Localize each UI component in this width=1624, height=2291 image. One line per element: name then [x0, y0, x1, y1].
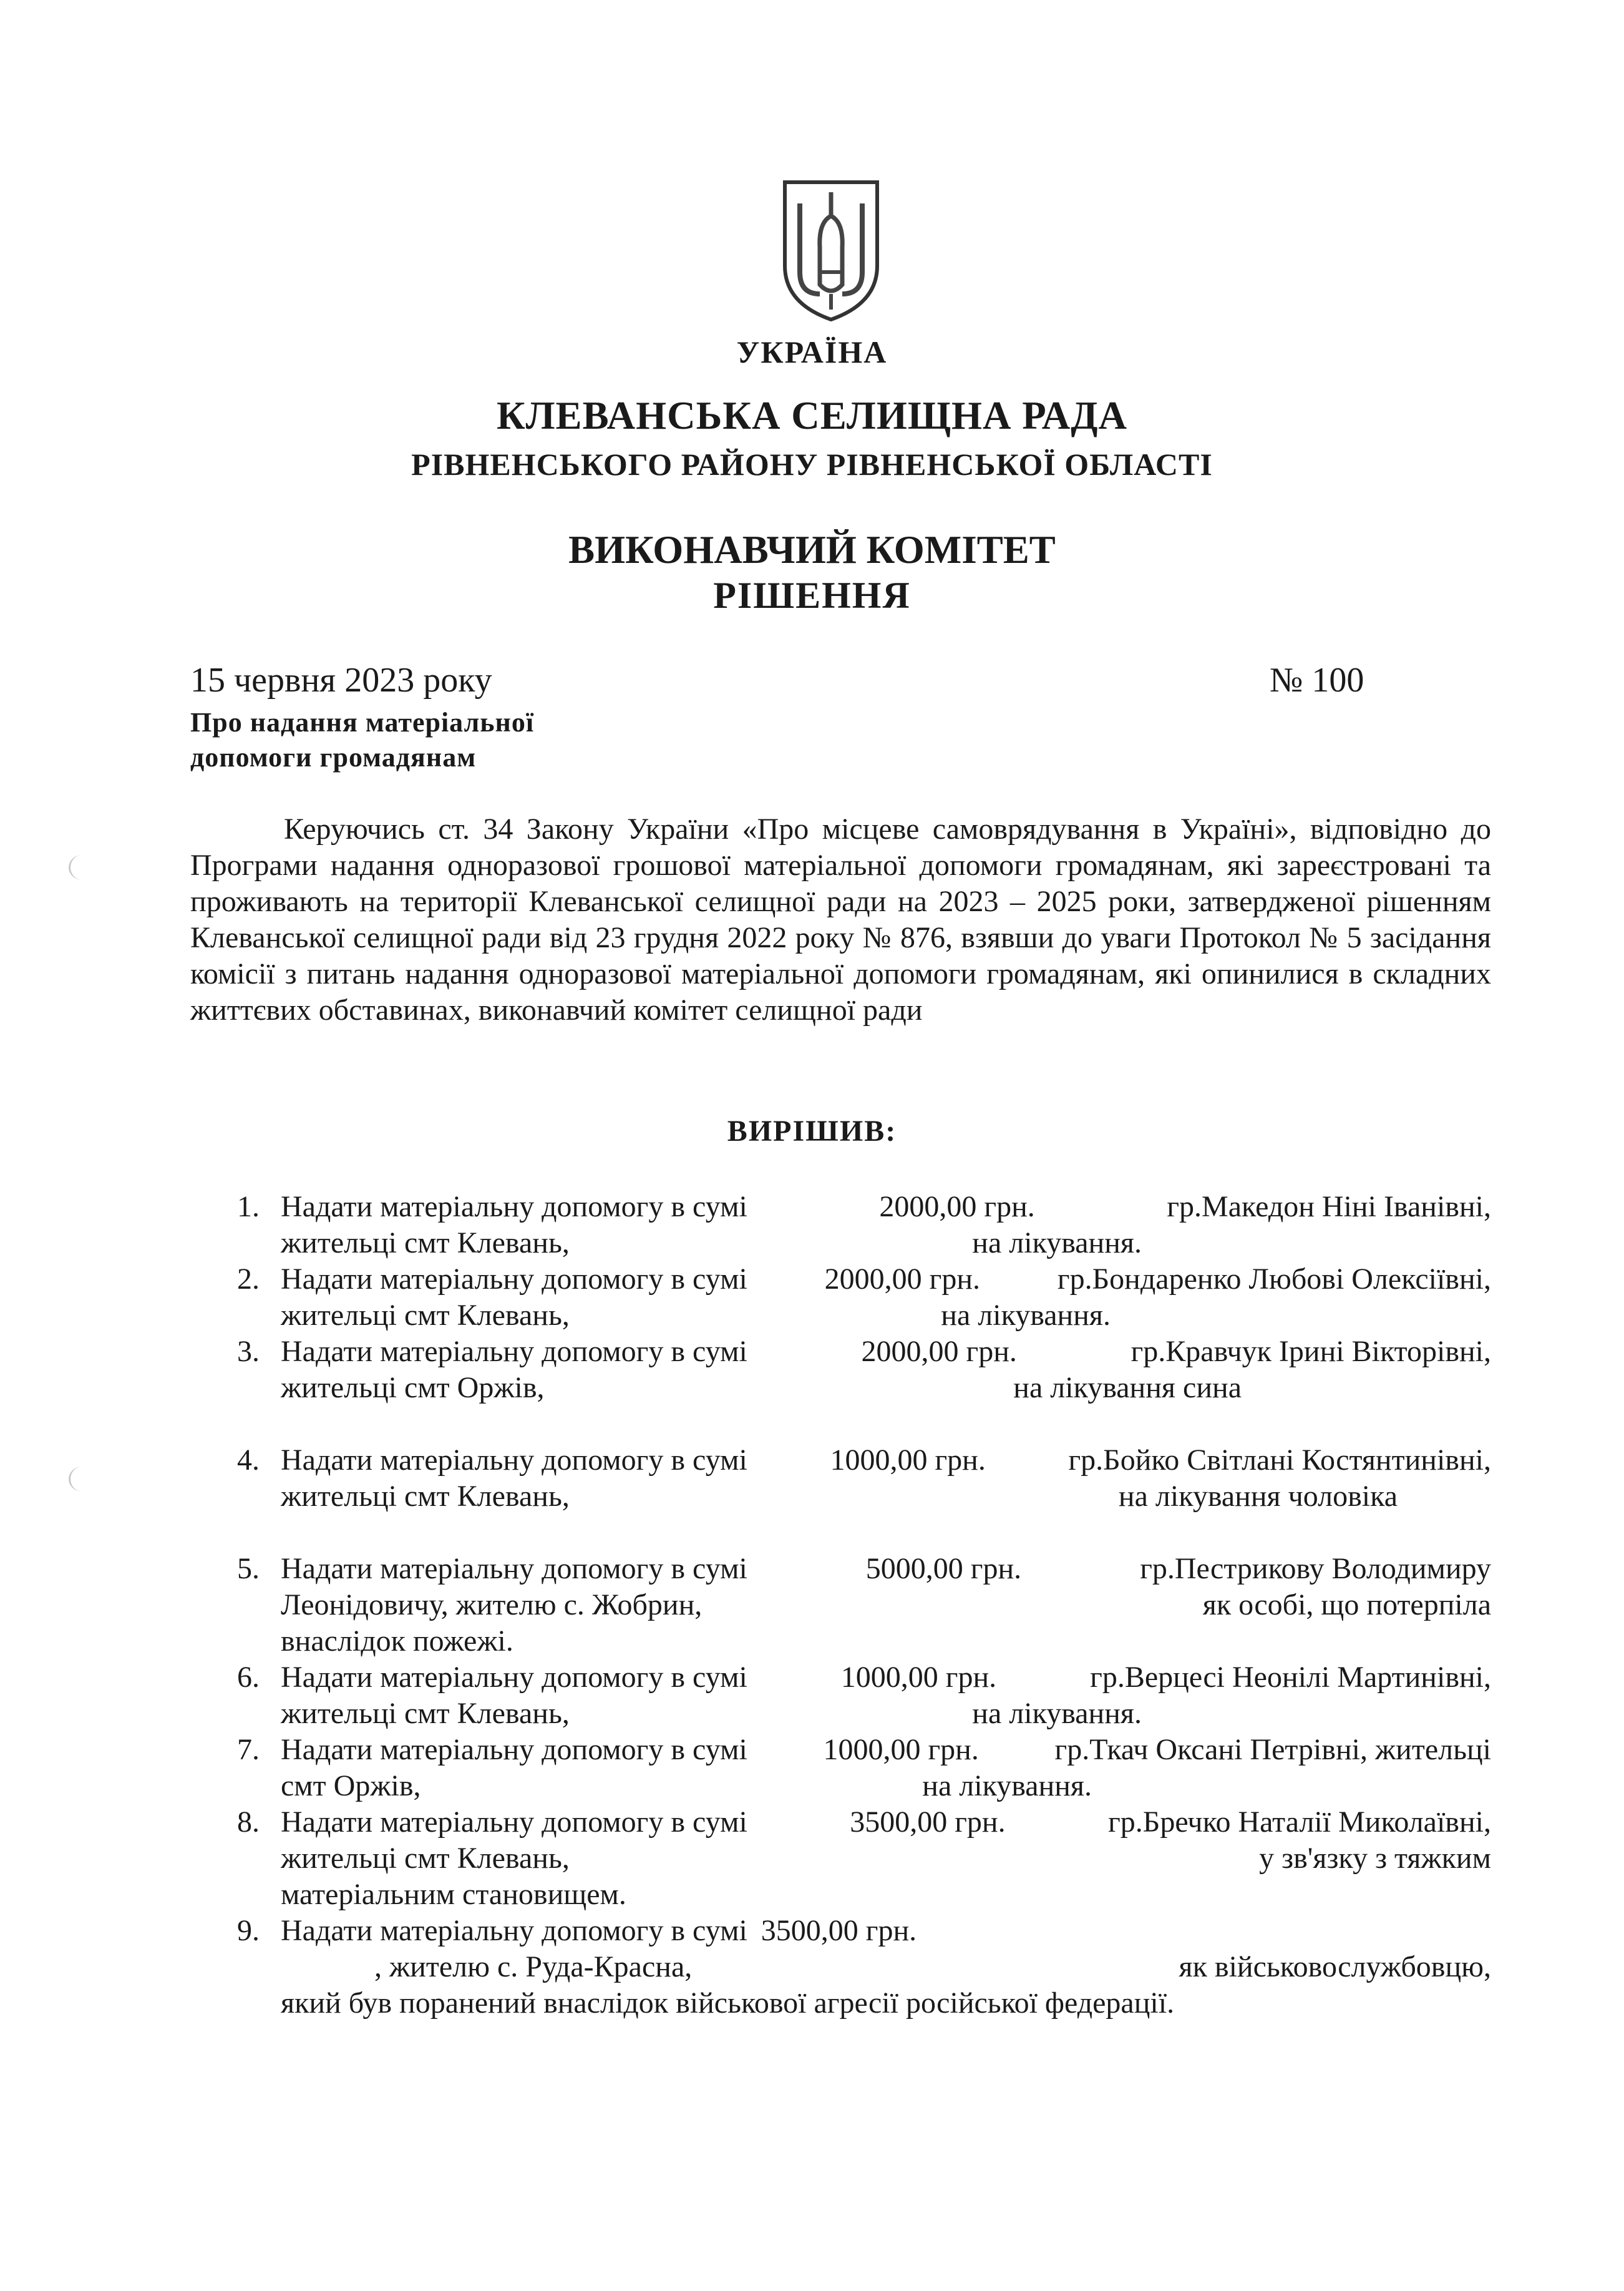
list-item: [237, 1442, 1491, 1515]
item-text: Надати матеріальну допомогу в сумі: [281, 1335, 747, 1368]
item-number: 7.: [237, 1733, 260, 1766]
subject-line-2: допомоги громадянам: [190, 742, 477, 773]
item-continuation: внаслідок пожежі.: [281, 1624, 513, 1658]
list-item: [237, 1189, 1491, 1261]
item-continuation: матеріальним становищем.: [281, 1878, 626, 1911]
item-purpose: на лікування.: [972, 1697, 1142, 1730]
decision-subject: [190, 705, 534, 775]
district-heading: РІВНЕНСЬКОГО РАЙОНУ РІВНЕНСЬКОЇ ОБЛАСТІ: [411, 447, 1213, 482]
item-text: Надати матеріальну допомогу в сумі: [281, 1190, 747, 1223]
coat-of-arms-icon: [781, 178, 881, 323]
item-purpose: у зв'язку з тяжким: [1259, 1842, 1491, 1875]
item-recipient: гр.Бречко Наталії Миколаївні,: [1108, 1805, 1491, 1839]
item-amount: 2000,00 грн.: [861, 1335, 1017, 1368]
committee-heading: ВИКОНАВЧИЙ КОМІТЕТ: [568, 528, 1056, 572]
country-heading: УКРАЇНА: [736, 335, 888, 369]
item-continuation: який був поранений внаслідок військової агресії російської федерації.: [281, 1986, 1175, 2020]
item-purpose: на лікування чоловіка: [1118, 1480, 1398, 1513]
list-item: [237, 1659, 1491, 1732]
list-item: [237, 1913, 1491, 2021]
item-amount: 2000,00 грн.: [824, 1263, 981, 1296]
item-text: Надати матеріальну допомогу в сумі: [281, 1443, 747, 1477]
item-number: 3.: [237, 1335, 260, 1368]
item-number: 6.: [237, 1661, 260, 1694]
item-text: Надати матеріальну допомогу в сумі: [281, 1661, 747, 1694]
scan-artifact: [69, 1467, 95, 1492]
item-residence: жительці смт Клевань,: [281, 1226, 570, 1259]
list-item: [237, 1334, 1491, 1406]
item-text: Надати матеріальну допомогу в сумі: [281, 1914, 747, 1947]
item-text: Надати матеріальну допомогу в сумі: [281, 1552, 747, 1585]
item-purpose: на лікування.: [922, 1769, 1092, 1802]
item-text: Надати матеріальну допомогу в сумі: [281, 1805, 747, 1839]
item-residence: Леонідовичу, жителю с. Жобрин,: [281, 1588, 703, 1621]
subject-line-1: Про надання матеріальної: [190, 707, 535, 738]
item-amount: 1000,00 грн.: [823, 1733, 979, 1766]
list-item: [237, 1261, 1491, 1334]
item-purpose: на лікування.: [972, 1226, 1142, 1259]
item-number: 9.: [237, 1914, 260, 1947]
item-residence: жительці смт Клевань,: [281, 1842, 570, 1875]
item-number: 8.: [237, 1805, 260, 1839]
scan-artifact: [69, 855, 95, 880]
item-residence: , жителю с. Руда-Красна,: [374, 1950, 693, 1983]
preamble-text: Керуючись ст. 34 Закону України «Про місцеве самоврядування в Україні», відповідно до Програми надання одноразової грошової матеріальної допомоги громадянам, які зареєстровані та проживають на території Клеванської селищної ради на 2023 – 2025 роки, затвердженої рішенням Клеванської селищної ради від 23 грудня 2022 року № 876, взявши до уваги Протокол № 5 засідання комісії з питань надання одноразової матеріальної допомоги громадянам, які опинилися в складних життєвих обставинах, виконавчий комітет селищної ради: [190, 813, 1491, 1027]
item-recipient: гр.Кравчук Ірині Вікторівні,: [1130, 1335, 1491, 1368]
list-item: [237, 1732, 1491, 1804]
item-number: 4.: [237, 1443, 260, 1477]
item-purpose: на лікування сина: [1013, 1371, 1242, 1404]
item-amount: 2000,00 грн.: [879, 1190, 1035, 1223]
preamble: [190, 811, 1491, 1028]
decision-date: 15 червня 2023 року: [190, 661, 492, 700]
item-number: 5.: [237, 1552, 260, 1585]
item-recipient: гр.Пестрикову Володимиру: [1140, 1552, 1491, 1585]
item-purpose: на лікування.: [941, 1299, 1111, 1332]
item-recipient: гр.Бондаренко Любові Олексіївні,: [1057, 1263, 1491, 1296]
decision-heading: РІШЕННЯ: [713, 575, 911, 616]
item-amount: 3500,00 грн.: [761, 1914, 917, 1947]
item-residence: смт Оржів,: [281, 1769, 421, 1802]
item-purpose: як військовослужбовцю,: [1179, 1950, 1491, 1983]
item-number: 1.: [237, 1190, 260, 1223]
item-recipient: гр.Ткач Оксані Петрівні, жительці: [1054, 1733, 1491, 1766]
item-text: Надати матеріальну допомогу в сумі: [281, 1263, 747, 1296]
council-heading: КЛЕВАНСЬКА СЕЛИЩНА РАДА: [496, 394, 1128, 437]
item-residence: жительці смт Клевань,: [281, 1299, 570, 1332]
item-residence: жительці смт Оржів,: [281, 1371, 545, 1404]
list-item: [237, 1551, 1491, 1659]
item-recipient: гр.Бойко Світлані Костянтинівні,: [1068, 1443, 1491, 1477]
item-amount: 3500,00 грн.: [850, 1805, 1006, 1839]
resolve-heading: ВИРІШИВ:: [727, 1115, 897, 1148]
item-residence: жительці смт Клевань,: [281, 1697, 570, 1730]
list-item: [237, 1804, 1491, 1913]
item-text: Надати матеріальну допомогу в сумі: [281, 1733, 747, 1766]
item-number: 2.: [237, 1263, 260, 1296]
item-residence: жительці смт Клевань,: [281, 1480, 570, 1513]
item-amount: 1000,00 грн.: [840, 1661, 997, 1694]
item-recipient: гр.Верцесі Неонілі Мартинівні,: [1090, 1661, 1491, 1694]
item-amount: 1000,00 грн.: [830, 1443, 986, 1477]
items-list: [237, 1189, 1491, 2021]
item-recipient: гр.Македон Ніні Іванівні,: [1167, 1190, 1491, 1223]
decision-number: № 100: [1270, 661, 1364, 700]
item-amount: 5000,00 грн.: [865, 1552, 1022, 1585]
item-purpose: як особі, що потерпіла: [1202, 1588, 1491, 1621]
